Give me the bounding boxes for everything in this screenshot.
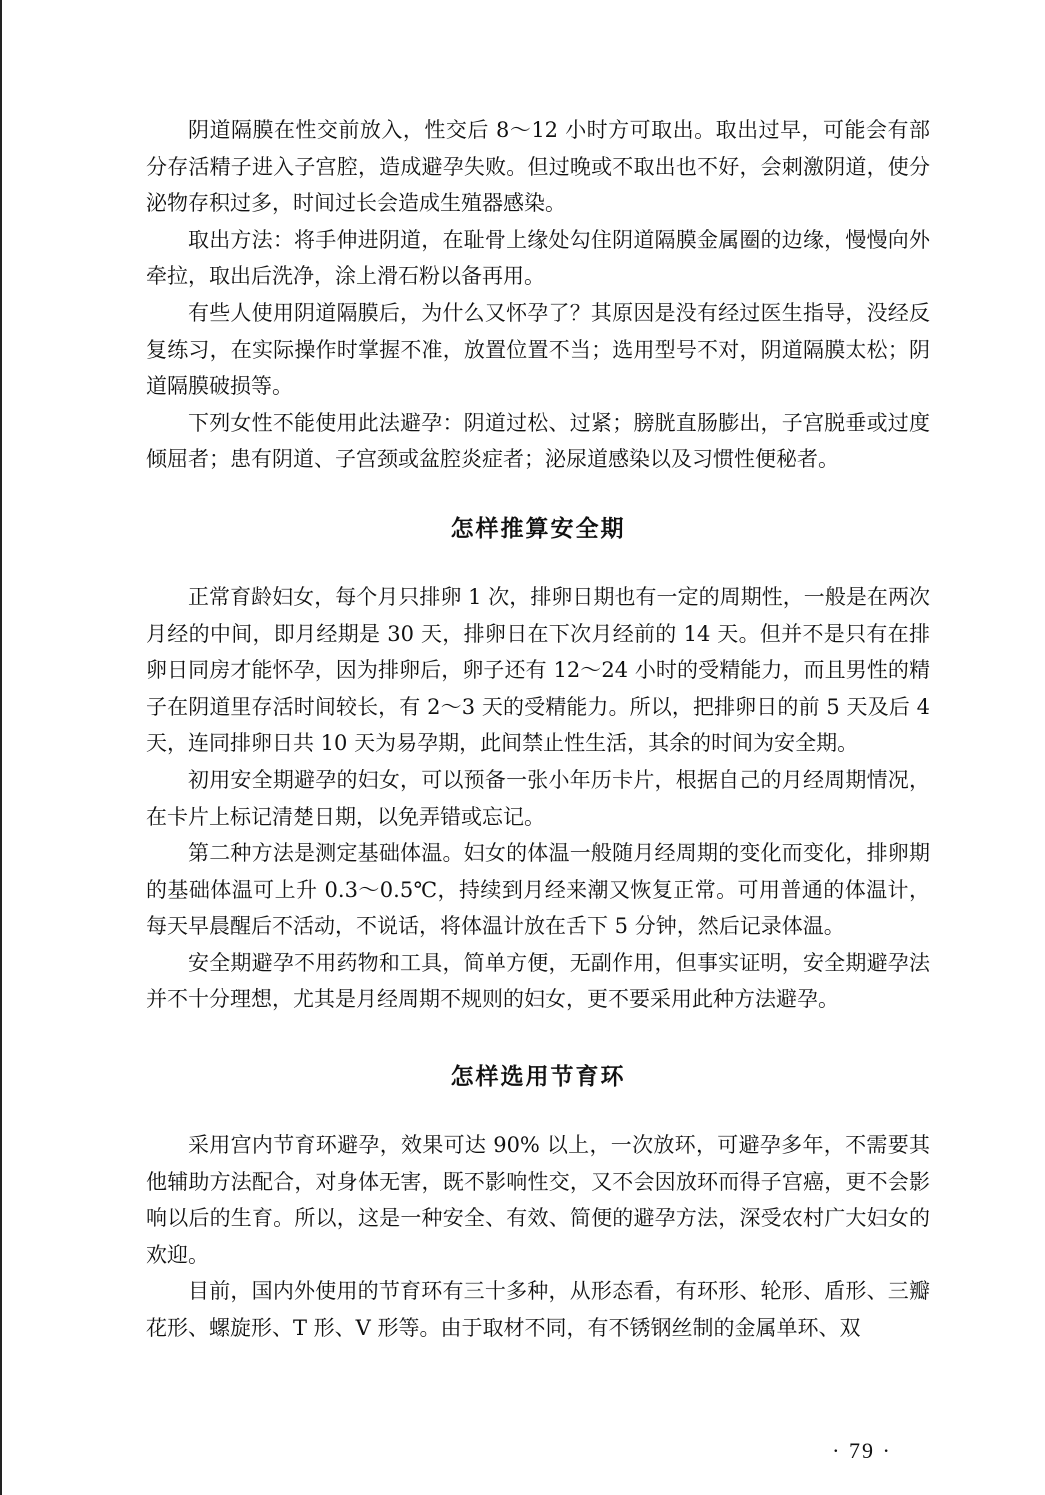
paragraph: 有些人使用阴道隔膜后，为什么又怀孕了？其原因是没有经过医生指导，没经反复练习，在实际操作时掌握不准，放置位置不当；选用型号不对，阴道隔膜太松；阴道隔膜破损等。 bbox=[146, 300, 930, 399]
paragraph: 正常育龄妇女，每个月只排卵 1 次，排卵日期也有一定的周期性，一般是在两次月经的中间，即月经期是 30 天，排卵日在下次月经前的 14 天。但并不是只有在排卵日同房才能怀孕，因为排卵后，卵子还有 12～24 小时的受精能力，而且男性的精子在阴道里存活时间较长，有 2～3 天的受精能力。所以，把排卵日的前 5 天及后 4 天，连同排卵日共 10 天为易孕期，此间禁止性生活，其余的时间为安全期。 bbox=[146, 584, 930, 756]
section-heading-iud: 怎样选用节育环 bbox=[450, 1064, 626, 1091]
paragraph: 取出方法：将手伸进阴道，在耻骨上缘处勾住阴道隔膜金属圈的边缘，慢慢向外牵拉，取出后洗净，涂上滑石粉以备再用。 bbox=[146, 227, 930, 289]
paragraph: 下列女性不能使用此法避孕：阴道过松、过紧；膀胱直肠膨出，子宫脱垂或过度倾屈者；患有阴道、子宫颈或盆腔炎症者；泌尿道感染以及习惯性便秘者。 bbox=[146, 410, 930, 472]
paragraph: 初用安全期避孕的妇女，可以预备一张小年历卡片，根据自己的月经周期情况，在卡片上标记清楚日期，以免弄错或忘记。 bbox=[146, 767, 930, 829]
paragraph: 安全期避孕不用药物和工具，简单方便，无副作用，但事实证明，安全期避孕法并不十分理想，尤其是月经周期不规则的妇女，更不要采用此种方法避孕。 bbox=[146, 950, 930, 1012]
page-content bbox=[146, 112, 930, 1347]
paragraph: 采用宫内节育环避孕，效果可达 90% 以上，一次放环，可避孕多年，不需要其他辅助方法配合，对身体无害，既不影响性交，又不会因放环而得子宫癌，更不会影响以后的生育。所以，这是一种安全、有效、简便的避孕方法，深受农村广大妇女的欢迎。 bbox=[146, 1133, 930, 1267]
paragraph: 目前，国内外使用的节育环有三十多种，从形态看，有环形、轮形、盾形、三瓣花形、螺旋形、T 形、V 形等。由于取材不同，有不锈钢丝制的金属单环、双 bbox=[146, 1279, 930, 1341]
paragraph: 阴道隔膜在性交前放入，性交后 8～12 小时方可取出。取出过早，可能会有部分存活精子进入子宫腔，造成避孕失败。但过晚或不取出也不好，会刺激阴道，使分泌物存积过多，时间过长会造成生殖器感染。 bbox=[146, 118, 930, 216]
page-edge bbox=[0, 0, 2, 1495]
section-heading-safe-period: 怎样推算安全期 bbox=[450, 515, 626, 542]
page-number: · 79 · bbox=[832, 1438, 892, 1463]
paragraph: 第二种方法是测定基础体温。妇女的体温一般随月经周期的变化而变化，排卵期的基础体温可上升 0.3～0.5℃，持续到月经来潮又恢复正常。可用普通的体温计，每天早晨醒后不活动，不说话，将体温计放在舌下 5 分钟，然后记录体温。 bbox=[146, 841, 930, 939]
